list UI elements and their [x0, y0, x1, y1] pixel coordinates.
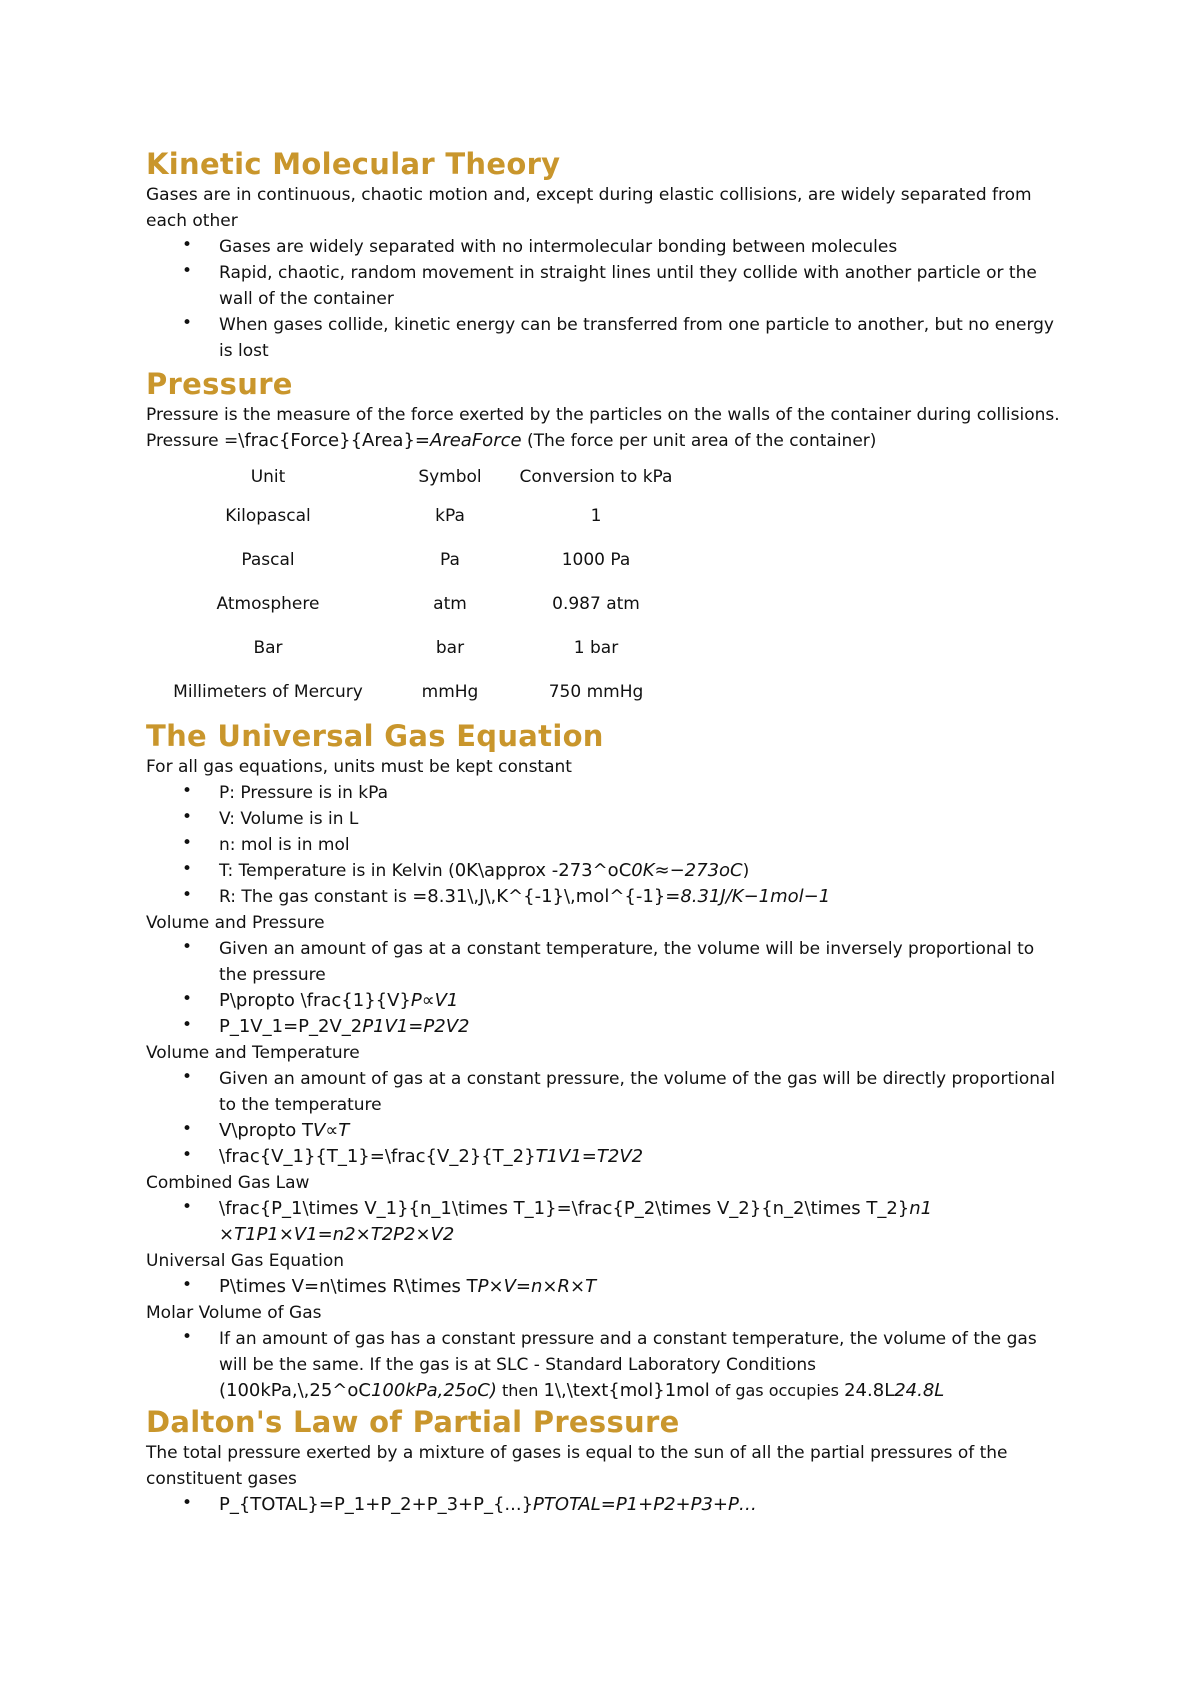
list-item: • Given an amount of gas at a constant pressure, the volume of the gas will be directly proportional to the temperature [146, 1066, 1066, 1118]
table-cell: Atmosphere [216, 594, 320, 614]
pressure-intro: Pressure is the measure of the force exerted by the particles on the walls of the container during collisions. [146, 405, 1060, 425]
bullet-icon: • [182, 1275, 193, 1295]
pressure-formula-line: Pressure =\frac{Force}{Area}=AreaForce (The force per unit area of the container) [146, 430, 877, 451]
table-row [146, 670, 682, 714]
combined-gas-law-heading: Combined Gas Law [146, 1173, 310, 1193]
volume-pressure-list [146, 936, 1066, 1040]
kmt-heading: Kinetic Molecular Theory [146, 147, 561, 181]
bullet-icon: • [182, 1067, 193, 1087]
table-cell: Bar [253, 638, 283, 658]
bullet-icon: • [182, 833, 193, 853]
table-cell: Millimeters of Mercury [173, 682, 363, 702]
table-row [146, 626, 682, 670]
list-item: • P: Pressure is in kPa [146, 780, 1066, 806]
list-item: • Given an amount of gas at a constant temperature, the volume will be inversely proportional to the pressure [146, 936, 1066, 988]
list-item: • P\propto \frac{1}{V}P∝V1 [146, 988, 1066, 1014]
table-cell: 750 mmHg [548, 682, 644, 702]
bullet-icon: • [182, 1015, 193, 1035]
bullet-icon: • [182, 989, 193, 1009]
list-item: • \frac{V_1}{T_1}=\frac{V_2}{T_2}T1V1=T2V2 [146, 1144, 1066, 1170]
dalton-list [146, 1492, 1066, 1518]
uge-units-list [146, 780, 1066, 910]
uge-heading: The Universal Gas Equation [146, 719, 604, 753]
volume-pressure-heading: Volume and Pressure [146, 913, 325, 933]
universal-gas-equation-heading: Universal Gas Equation [146, 1251, 344, 1271]
list-item: • P\times V=n\times R\times TP×V=n×R×T [146, 1274, 1066, 1300]
bullet-icon: • [182, 937, 193, 957]
bullet-icon: • [182, 859, 193, 879]
table-row [146, 582, 682, 626]
table-cell: 0.987 atm [552, 594, 640, 614]
table-cell: mmHg [421, 682, 479, 702]
bullet-icon: • [182, 1493, 193, 1513]
list-item: • V: Volume is in L [146, 806, 1066, 832]
list-item: • T: Temperature is in Kelvin (0K\approx -273^oC0K≈−273oC) [146, 858, 1066, 884]
bullet-icon: • [182, 1145, 193, 1165]
dalton-intro: The total pressure exerted by a mixture of gases is equal to the sun of all the partial pressures of the constituent gases [146, 1443, 1008, 1489]
table-header-row [146, 460, 682, 494]
combined-gas-law-list [146, 1196, 1066, 1248]
bullet-icon: • [182, 235, 193, 255]
list-item: • \frac{P_1\times V_1}{n_1\times T_1}=\frac{P_2\times V_2}{n_2\times T_2}n1 ×T1P1×V1=n2×T2P2×V2 [146, 1196, 1066, 1248]
molar-volume-list [146, 1326, 1066, 1404]
uge-intro: For all gas equations, units must be kept constant [146, 757, 572, 777]
molar-volume-heading: Molar Volume of Gas [146, 1303, 322, 1323]
kmt-intro: Gases are in continuous, chaotic motion and, except during elastic collisions, are widely separated from each other [146, 185, 1032, 231]
table-cell: Pascal [241, 550, 295, 570]
table-cell: bar [435, 638, 465, 658]
document-body [146, 146, 1066, 1518]
bullet-icon: • [182, 1327, 193, 1347]
table-cell: 1 bar [573, 638, 619, 658]
bullet-icon: • [182, 261, 193, 281]
dalton-heading: Dalton's Law of Partial Pressure [146, 1405, 680, 1439]
bullet-icon: • [182, 313, 193, 333]
table-cell: 1000 Pa [561, 550, 631, 570]
column-header: Symbol [418, 467, 482, 487]
bullet-icon: • [182, 885, 193, 905]
list-item: • P_1V_1=P_2V_2P1V1=P2V2 [146, 1014, 1066, 1040]
table-row [146, 538, 682, 582]
column-header: Conversion to kPa [519, 467, 673, 487]
bullet-icon: • [182, 1119, 193, 1139]
universal-gas-equation-list [146, 1274, 1066, 1300]
table-row [146, 494, 682, 538]
table-cell: 1 [590, 506, 602, 526]
list-item: • Gases are widely separated with no intermolecular bonding between molecules [146, 234, 1066, 260]
table-cell: Pa [440, 550, 460, 570]
list-item: • n: mol is in mol [146, 832, 1066, 858]
pressure-units-table [146, 460, 682, 714]
list-item: • V\propto TV∝T [146, 1118, 1066, 1144]
volume-temperature-heading: Volume and Temperature [146, 1043, 360, 1063]
kmt-bullet-list [146, 234, 1066, 364]
list-item: • If an amount of gas has a constant pressure and a constant temperature, the volume of the gas will be the same. If the gas is at SLC - Standard Laboratory Conditions (100kPa,\,25^oC100kPa,25oC) then 1\,\text{mol}1mol of gas occupies 24.8L24.8L [146, 1326, 1066, 1404]
list-item: • When gases collide, kinetic energy can be transferred from one particle to another, but no energy is lost [146, 312, 1066, 364]
bullet-icon: • [182, 781, 193, 801]
list-item: • Rapid, chaotic, random movement in straight lines until they collide with another particle or the wall of the container [146, 260, 1066, 312]
table-cell: atm [433, 594, 467, 614]
bullet-icon: • [182, 807, 193, 827]
pressure-heading: Pressure [146, 367, 293, 401]
bullet-icon: • [182, 1197, 193, 1217]
list-item: • R: The gas constant is =8.31\,J\,K^{-1}\,mol^{-1}=8.31J/K−1mol−1 [146, 884, 1066, 910]
list-item: • P_{TOTAL}=P_1+P_2+P_3+P_{...}PTOTAL=P1+P2+P3+P… [146, 1492, 1066, 1518]
column-header: Unit [250, 467, 286, 487]
table-cell: Kilopascal [225, 506, 311, 526]
volume-temperature-list [146, 1066, 1066, 1170]
table-cell: kPa [435, 506, 465, 526]
